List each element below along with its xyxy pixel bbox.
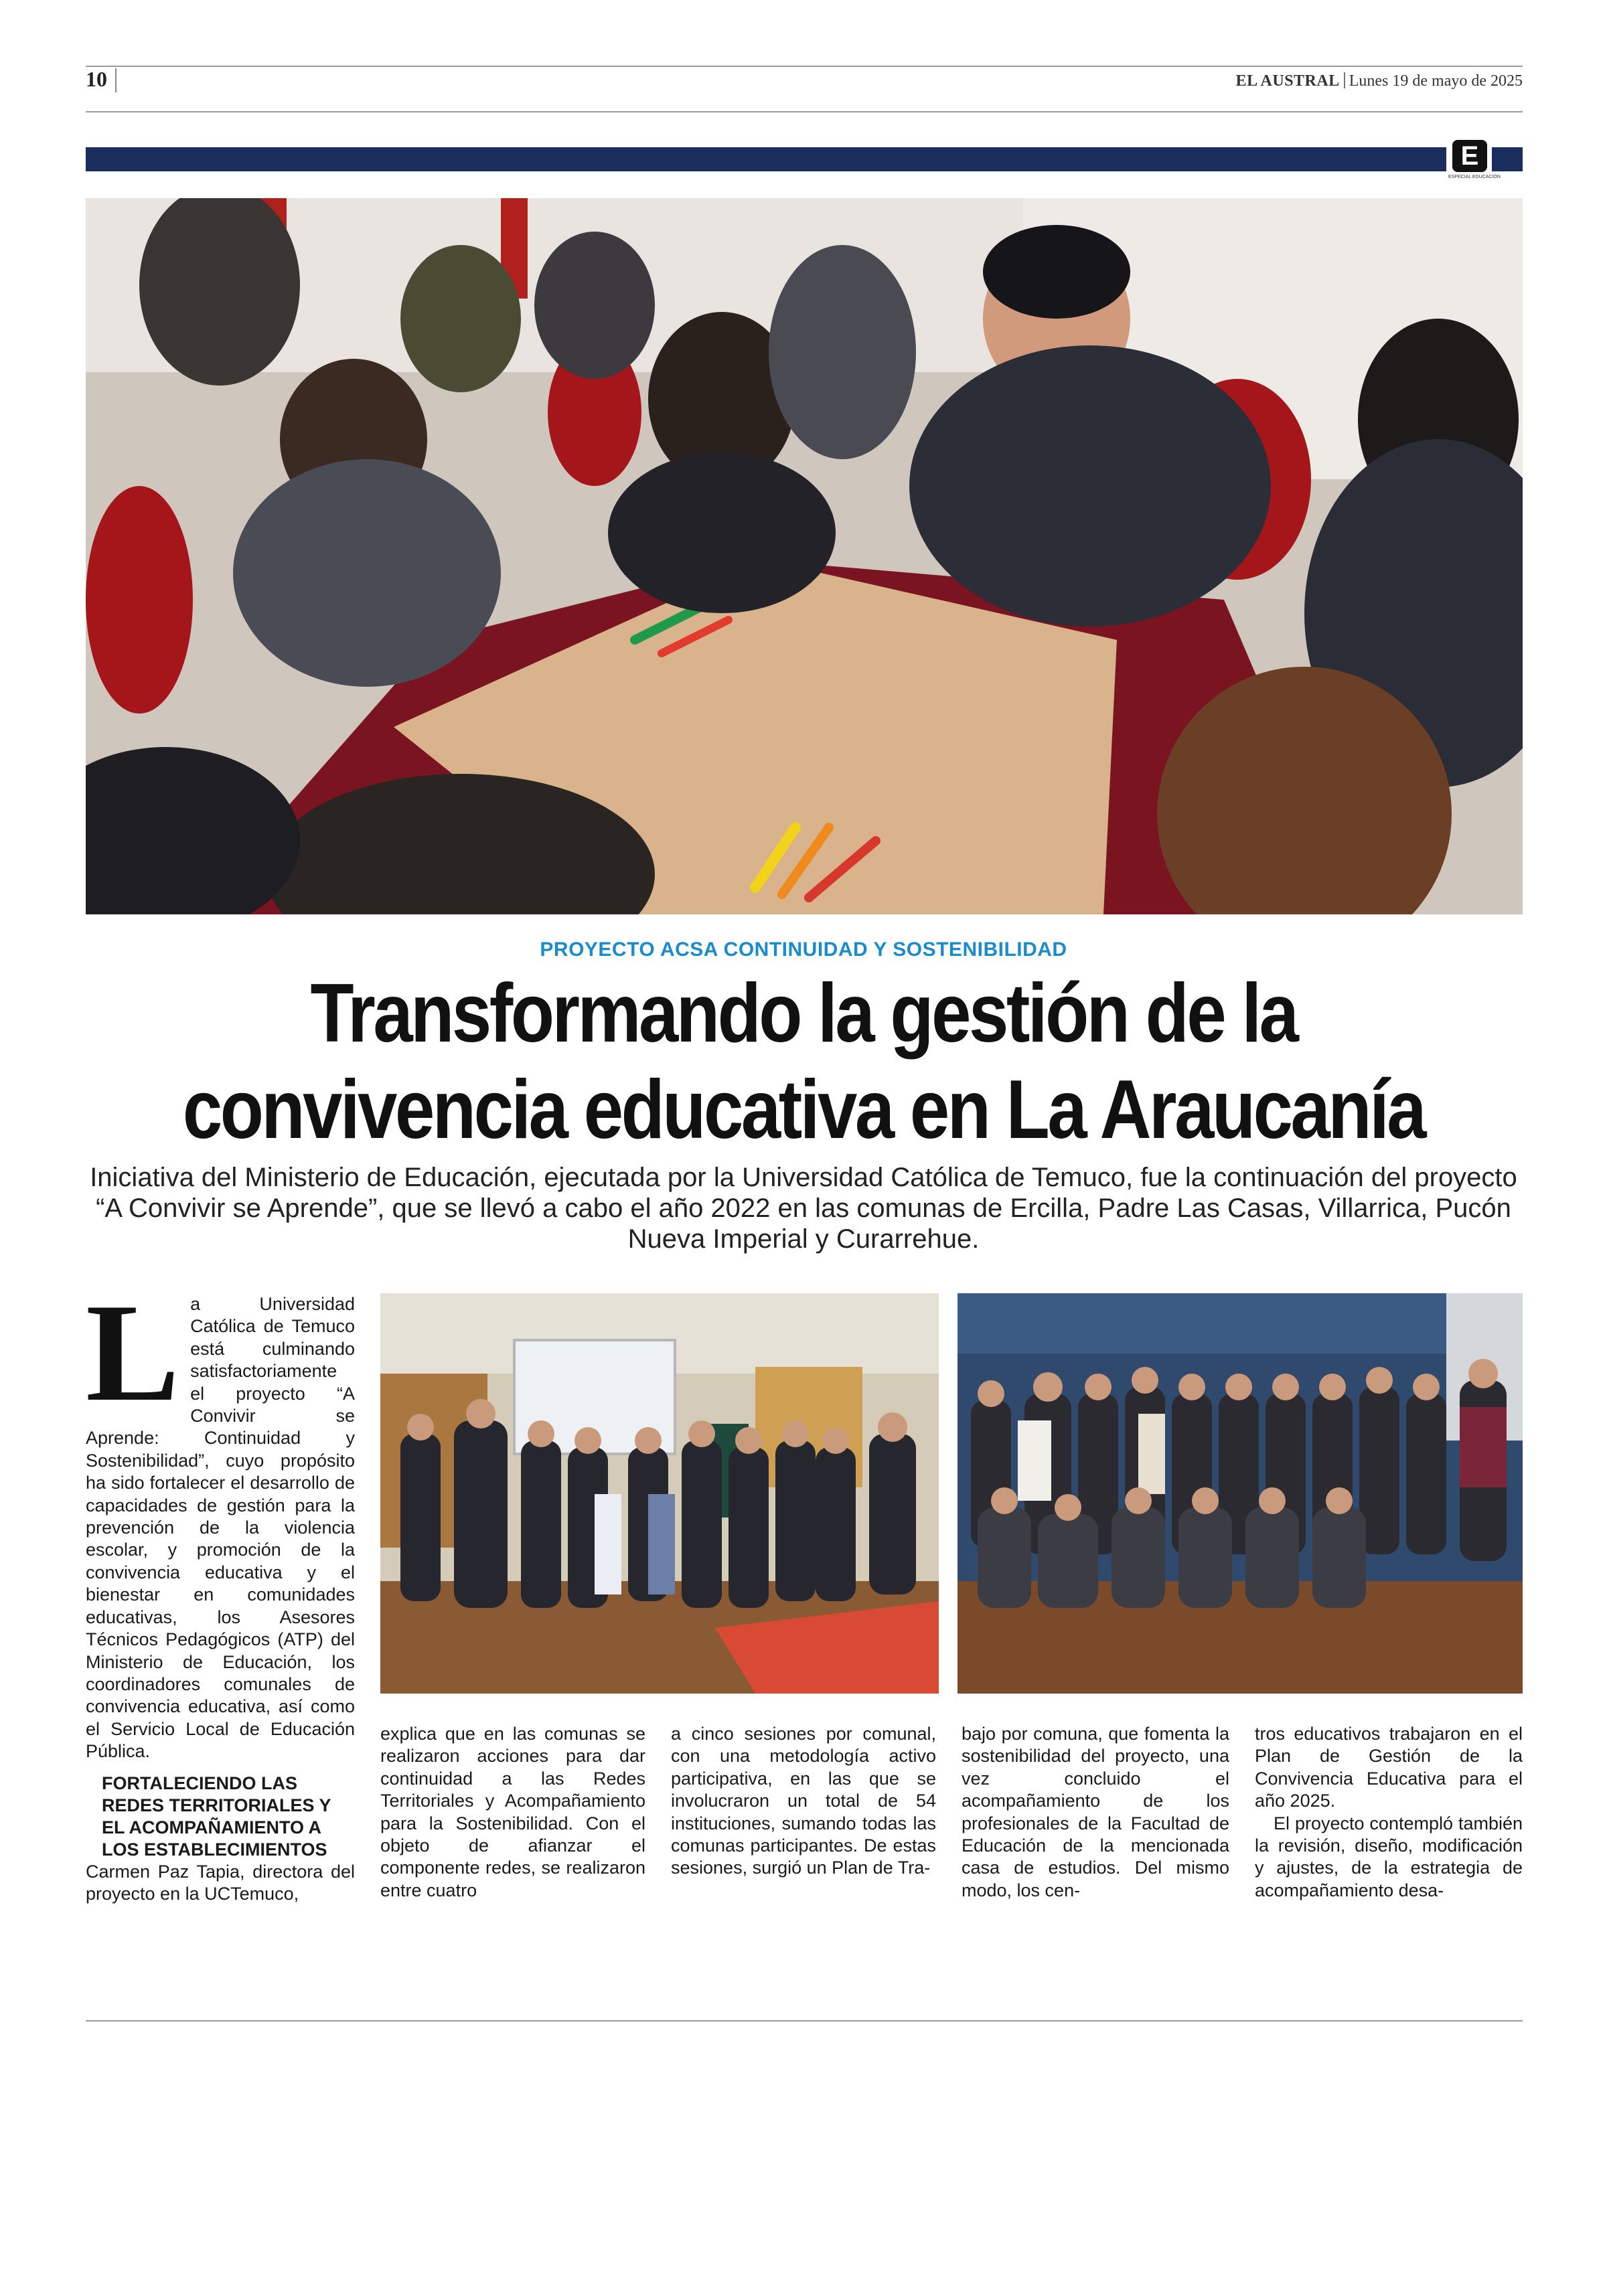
column-1-intro: a Universidad Católica de Temuco está culminando satisfactoriamente el proyecto “A Convivir se Aprende: Continuidad y Sostenibilidad”, cuyo propósito ha sido fortalecer el desarrollo de capacidades de gestión para la prevención de la violencia escolar, y promoción de la convivencia educativa y el bienestar en comunidades educativas, los Asesores Técnicos Pedagógicos (ATP) del Ministerio de Educación, los coordinadores comunales de convivencia educativa, así como el Servicio Local de Educación Pública. <box>86 1294 355 1762</box>
main-photo <box>86 198 1523 914</box>
deck: Iniciativa del Ministerio de Educación, ejecutada por la Universidad Católica de Temuco, fue la continuación del proyecto “A Convivir se Aprende”, que se llevó a cabo el año 2022 en las comunas de Ercilla, Padre Las Casas, Villarrica, Pucón Nueva Imperial y Curarrehue. <box>90 1163 1517 1254</box>
column-2 <box>380 1723 645 1902</box>
column-4-text: bajo por comuna, que fomenta la sostenibilidad del proyecto, una vez concluido el acompañamiento de los profesionales de la Facultad de Educación de la mencionada casa de estudios. Del mismo modo, los cen- <box>962 1724 1229 1900</box>
page-number-divider <box>115 68 117 92</box>
group-photo-2 <box>958 1293 1523 1694</box>
masthead <box>1236 72 1523 90</box>
column-1-continuation: Carmen Paz Tapia, directora del proyecto en la UCTemuco, <box>86 1861 355 1904</box>
group-photo-1 <box>380 1293 939 1694</box>
dropcap: L <box>86 1275 180 1430</box>
headline <box>112 965 1495 1158</box>
section-badge <box>1446 137 1501 183</box>
header-top-rule <box>86 66 1523 67</box>
column-5-text-2: El proyecto contempló también la revisión, diseño, modificación y ajustes, de la estrategia de acompañamiento desa- <box>1255 1813 1523 1900</box>
section-bar <box>86 147 1523 171</box>
column-2-text: explica que en las comunas se realizaron acciones para dar continuidad a las Redes Territoriales y Acompañamiento para la Sostenibilidad. Con el objeto de afianzar el componente redes, se realizaron entre cuatro <box>380 1724 645 1900</box>
column-3-text: a cinco sesiones por comunal, con una metodología activo participativa, en las que se involucraron un total de 54 instituciones, sumando todas las comunas participantes. De estas sesiones, surgió un Plan de Tra- <box>671 1724 936 1878</box>
page-number: 10 <box>86 67 107 91</box>
column-4 <box>962 1723 1229 1902</box>
column-1 <box>86 1275 355 1905</box>
masthead-divider <box>1344 72 1345 88</box>
headline-line-2: convivencia educativa en La Araucanía <box>182 1064 1425 1156</box>
section-badge-caption: ESPECIAL EDUCACIÓN <box>1448 175 1501 179</box>
header-bottom-rule <box>86 111 1523 112</box>
column-5-text-1: tros educativos trabajaron en el Plan de Gestión de la Convivencia Educativa para el año 2025. <box>1255 1724 1523 1811</box>
footer-rule <box>86 2020 1523 2022</box>
paper-name: EL AUSTRAL <box>1235 72 1340 90</box>
subhead: FORTALECIENDO LAS REDES TERRITORIALES Y EL ACOMPAÑAMIENTO A LOS ESTABLECIMIENTOS <box>102 1773 331 1860</box>
column-5 <box>1255 1723 1523 1902</box>
headline-line-1: Transformando la gestión de la <box>310 967 1297 1060</box>
column-3 <box>671 1723 936 1880</box>
section-badge-letter: E <box>1452 140 1487 172</box>
issue-date: Lunes 19 de mayo de 2025 <box>1349 72 1523 90</box>
kicker: PROYECTO ACSA CONTINUIDAD Y SOSTENIBILIDAD <box>540 938 1067 961</box>
